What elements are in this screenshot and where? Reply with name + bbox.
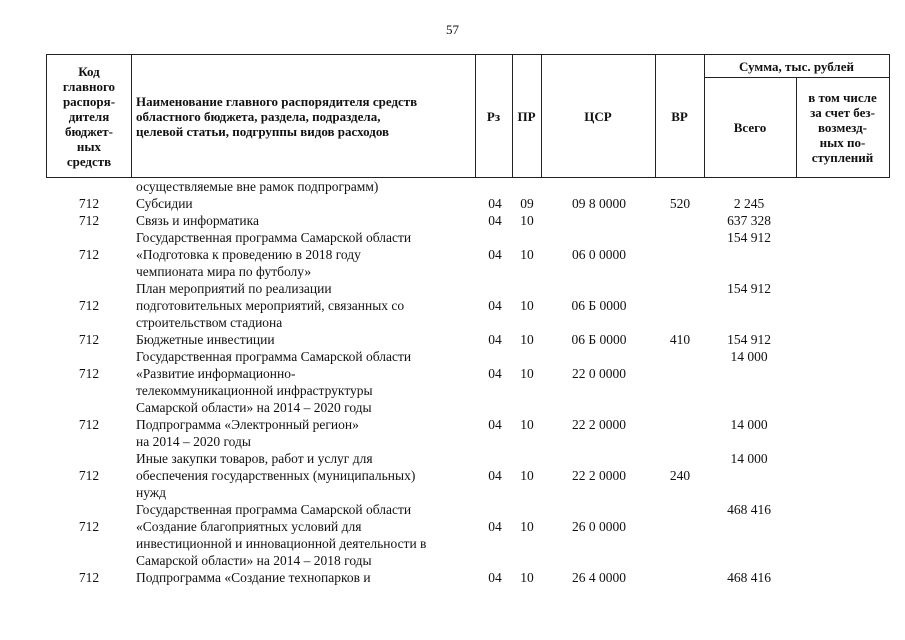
row-name-line: Подпрограмма «Создание технопарков и — [136, 570, 371, 585]
row-pr: 10 — [520, 417, 534, 432]
header-gratuitous — [796, 78, 889, 177]
header-name-line: целевой статьи, подгруппы видов расходов — [136, 123, 390, 139]
header-code-line: Код — [78, 63, 100, 79]
row-pr: 10 — [520, 519, 534, 534]
row-name — [136, 348, 481, 416]
table-row — [46, 195, 890, 212]
table-row — [46, 569, 890, 586]
table-header — [46, 54, 890, 178]
row-code: 712 — [78, 213, 100, 228]
row-pr: 10 — [520, 570, 534, 585]
row-name-line: подготовительных мероприятий, связанных со — [136, 298, 405, 313]
row-name-line: чемпионата мира по футболу» — [136, 264, 312, 279]
row-pr: 10 — [520, 332, 534, 347]
row-csr: 09 8 0000 — [572, 196, 626, 211]
row-name — [136, 212, 481, 229]
table-row — [46, 229, 890, 280]
row-name-line: «Развитие информационно- — [136, 366, 296, 381]
row-total: 154 912 — [727, 281, 771, 296]
row-code: 712 — [78, 247, 100, 262]
row-name — [136, 501, 481, 569]
row-total: 14 000 — [730, 349, 768, 364]
row-csr: 06 Б 0000 — [571, 332, 627, 347]
row-name-line: Подпрограмма «Электронный регион» — [136, 417, 359, 432]
row-csr: 06 Б 0000 — [571, 298, 627, 313]
header-gratuitous-line: ных по- — [819, 135, 866, 150]
row-name — [136, 229, 481, 280]
header-code-line: бюджет- — [64, 123, 113, 139]
row-rz: 04 — [488, 468, 502, 483]
row-total: 2 245 — [733, 196, 765, 211]
row-name-line: строительством стадиона — [136, 315, 283, 330]
row-name-line: Субсидии — [136, 196, 193, 211]
row-total: 468 416 — [727, 570, 771, 585]
header-code-line: дителя — [68, 108, 110, 124]
header-gratuitous-line: в том числе — [808, 90, 877, 105]
header-name-line: Наименование главного распорядителя средств — [136, 93, 418, 109]
row-name-line: Государственная программа Самарской области — [136, 502, 412, 517]
row-code: 712 — [78, 196, 100, 211]
row-name-line: «Создание благоприятных условий для — [136, 519, 362, 534]
row-name — [136, 416, 481, 450]
row-name-line: телекоммуникационной инфраструктуры — [136, 383, 373, 398]
row-csr: 22 2 0000 — [572, 468, 626, 483]
header-gratuitous-line: возмезд- — [818, 120, 867, 135]
table-row — [46, 348, 890, 416]
row-pr: 10 — [520, 213, 534, 228]
row-rz: 04 — [488, 417, 502, 432]
header-total: Всего — [733, 120, 767, 135]
row-pr: 10 — [520, 468, 534, 483]
row-rz: 04 — [488, 298, 502, 313]
row-name-line: нужд — [136, 485, 166, 500]
row-code: 712 — [78, 417, 100, 432]
row-name-line: Бюджетные инвестиции — [136, 332, 275, 347]
row-csr: 22 2 0000 — [572, 417, 626, 432]
row-name-line: инвестиционной и инновационной деятельности в — [136, 536, 427, 551]
row-name — [136, 178, 481, 195]
row-total: 14 000 — [730, 417, 768, 432]
row-name — [136, 331, 481, 348]
row-name-line: осуществляемые вне рамок подпрограмм) — [136, 179, 379, 194]
header-vr: ВР — [671, 108, 688, 124]
row-vr: 520 — [669, 196, 691, 211]
row-rz: 04 — [488, 366, 502, 381]
row-name-line: Государственная программа Самарской области — [136, 230, 412, 245]
header-csr: ЦСР — [584, 108, 612, 124]
table-row — [46, 416, 890, 450]
row-name-line: Связь и информатика — [136, 213, 259, 228]
row-csr: 22 0 0000 — [572, 366, 626, 381]
row-code: 712 — [78, 366, 100, 381]
table-row — [46, 501, 890, 569]
row-rz: 04 — [488, 247, 502, 262]
table-body — [46, 178, 890, 586]
row-rz: 04 — [488, 519, 502, 534]
header-name-line: областного бюджета, раздела, подраздела, — [136, 108, 381, 124]
row-rz: 04 — [488, 332, 502, 347]
row-vr: 240 — [669, 468, 691, 483]
row-code: 712 — [78, 468, 100, 483]
row-name-line: Самарской области» на 2014 – 2020 годы — [136, 400, 372, 415]
header-code-line: главного — [62, 78, 116, 94]
table-row — [46, 178, 890, 195]
row-total: 14 000 — [730, 451, 768, 466]
header-rz: Рз — [486, 108, 501, 124]
row-name-line: «Подготовка к проведению в 2018 году — [136, 247, 361, 262]
row-rz: 04 — [488, 213, 502, 228]
header-code — [47, 55, 131, 177]
row-total: 637 328 — [727, 213, 771, 228]
table-row — [46, 280, 890, 331]
header-code-line: ных — [76, 138, 102, 154]
row-code: 712 — [78, 332, 100, 347]
table-row — [46, 450, 890, 501]
header-name — [132, 55, 475, 177]
row-name-line: на 2014 – 2020 годы — [136, 434, 251, 449]
row-total: 154 912 — [727, 332, 771, 347]
row-name — [136, 450, 481, 501]
row-pr: 10 — [520, 366, 534, 381]
row-csr: 26 0 0000 — [572, 519, 626, 534]
row-vr: 410 — [669, 332, 691, 347]
row-rz: 04 — [488, 196, 502, 211]
row-name — [136, 195, 481, 212]
row-name-line: План мероприятий по реализации — [136, 281, 332, 296]
row-name — [136, 280, 481, 331]
row-total: 154 912 — [727, 230, 771, 245]
table-row — [46, 331, 890, 348]
row-pr: 09 — [520, 196, 534, 211]
row-csr: 06 0 0000 — [572, 247, 626, 262]
table-row — [46, 212, 890, 229]
row-name-line: Самарской области» на 2014 – 2018 годы — [136, 553, 372, 568]
page-number: 57 — [446, 22, 459, 37]
header-sum-group: Сумма, тыс. рублей — [739, 58, 854, 74]
row-name-line: обеспечения государственных (муниципальных) — [136, 468, 416, 483]
header-code-line: распоря- — [62, 93, 116, 109]
row-code: 712 — [78, 298, 100, 313]
header-code-line: средств — [66, 153, 112, 169]
row-code: 712 — [78, 519, 100, 534]
row-name — [136, 569, 481, 586]
row-pr: 10 — [520, 247, 534, 262]
row-csr: 26 4 0000 — [572, 570, 626, 585]
row-rz: 04 — [488, 570, 502, 585]
row-code: 712 — [78, 570, 100, 585]
header-gratuitous-line: за счет без- — [810, 105, 875, 120]
row-total: 468 416 — [727, 502, 771, 517]
row-name-line: Иные закупки товаров, работ и услуг для — [136, 451, 373, 466]
header-pr: ПР — [517, 108, 536, 124]
header-gratuitous-line: ступлений — [811, 150, 874, 165]
row-name-line: Государственная программа Самарской области — [136, 349, 412, 364]
row-pr: 10 — [520, 298, 534, 313]
